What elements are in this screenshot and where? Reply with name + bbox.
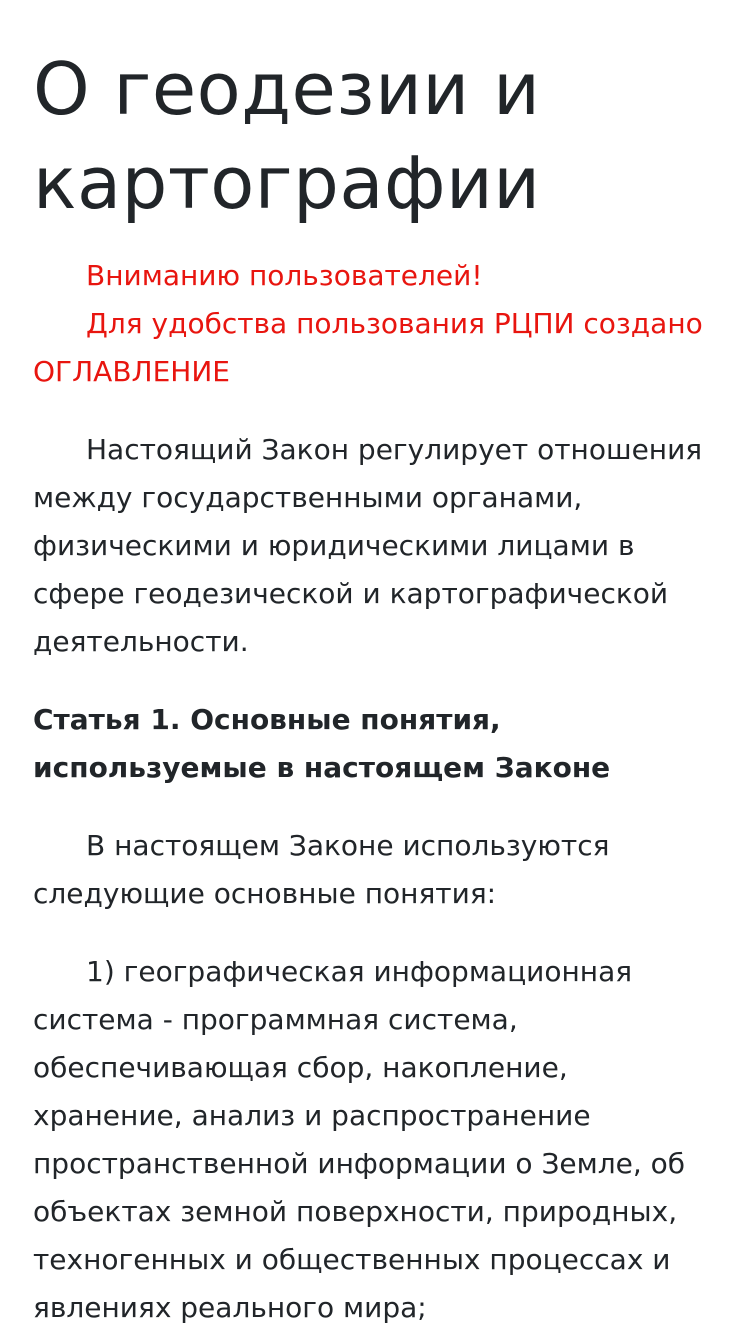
notice-text (33, 300, 717, 396)
article-1-heading: Статья 1. Основные понятия, используемые в настоящем Законе (33, 703, 611, 784)
user-notice (33, 252, 717, 396)
intro-paragraph: Настоящий Закон регулирует отношения между государственными органами, физическими и юридическими лицами в сфере геодезической и картографической деятельности. (33, 433, 703, 658)
page-title: О геодезии и картографии (33, 47, 541, 225)
article-1-item-1: 1) географическая информационная система - программная система, обеспечивающая сбор, накопление, хранение, анализ и распространение пространственной информации о Земле, об объектах земной поверхности, природных, техногенных и общественных процессах и явлениях реального мира; (33, 955, 686, 1324)
article-1-lead: В настоящем Законе используются следующие основные понятия: (33, 829, 610, 910)
notice-text-prefix: Для удобства пользования РЦПИ создано (86, 307, 703, 340)
table-of-contents-link[interactable]: ОГЛАВЛЕНИЕ (33, 355, 230, 388)
notice-heading: Вниманию пользователей! (86, 259, 483, 292)
